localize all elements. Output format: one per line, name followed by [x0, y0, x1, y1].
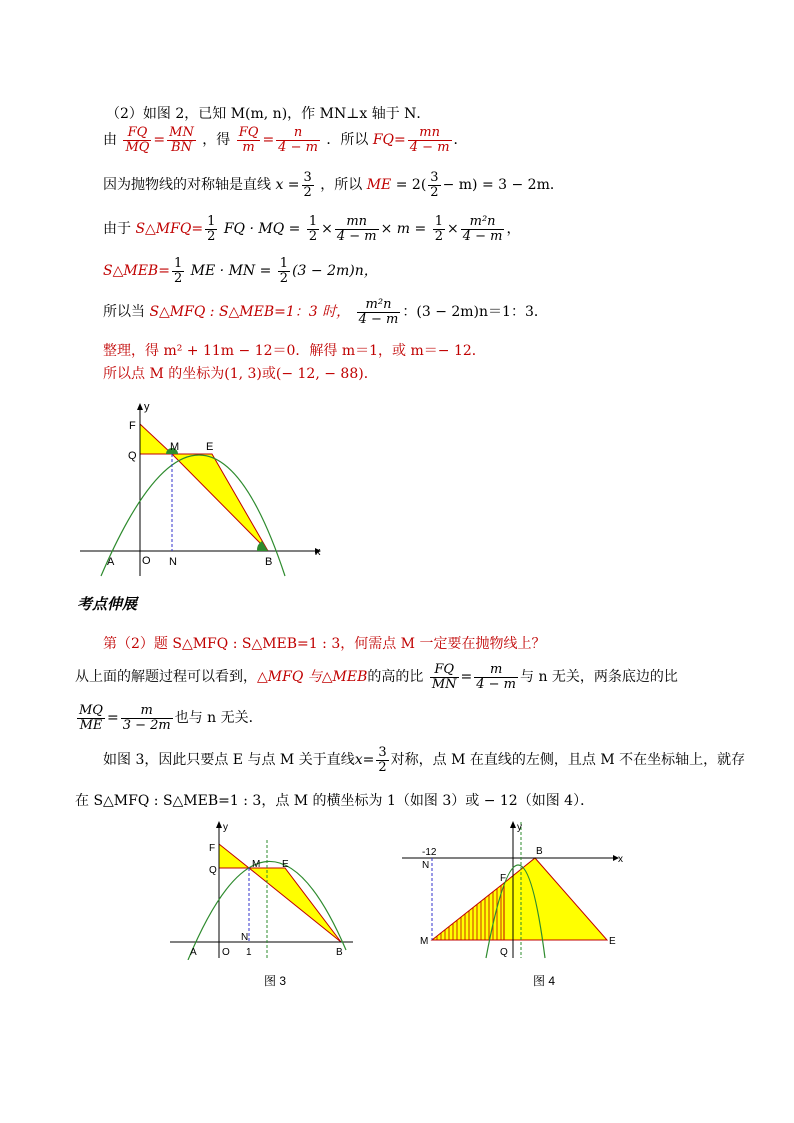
math: S△MFQ : S△MEB=1：3 时， [149, 304, 351, 321]
equals: = [153, 132, 166, 149]
numerator: FQ [238, 125, 259, 140]
fraction [121, 704, 173, 732]
denominator: 2 [308, 228, 318, 244]
text: 由 [103, 132, 117, 149]
fraction [376, 746, 388, 774]
math: ：(3 − 2m)n＝1：3． [402, 304, 548, 321]
label-y: y [144, 401, 150, 413]
ext-line-1 [103, 633, 545, 653]
math: (3 − 2m)n， [292, 263, 378, 280]
y-axis-arrow [216, 821, 222, 828]
solution-text: （2）如图 2，已知 M(m, n)，作 MN⊥x 轴于 N． [106, 106, 431, 122]
numerator: 3 [378, 745, 387, 760]
denominator: 3 − 2m [122, 717, 171, 733]
fraction [205, 215, 217, 243]
text: 整理，得 m² + 11m − 12＝0．解得 m＝1，或 m＝− 12． [103, 343, 486, 359]
label-m: M [420, 936, 429, 947]
label-n: N [422, 860, 430, 871]
triangle-meb [249, 868, 341, 942]
fraction [408, 126, 452, 154]
label-m12: -12 [422, 847, 437, 858]
fraction [77, 704, 105, 732]
fraction [237, 126, 261, 154]
fraction [172, 257, 184, 285]
math: ME [366, 177, 392, 194]
label-x: x [315, 546, 321, 558]
text: 因为抛物线的对称轴是直线 [103, 177, 271, 194]
label-x: x [618, 854, 623, 865]
ext-line-3 [75, 704, 263, 732]
angle-mark-b [257, 541, 268, 551]
fraction [474, 663, 518, 691]
equals: = [106, 710, 119, 727]
ext-line-2 [75, 663, 678, 691]
label-m: M [252, 859, 261, 870]
text: 所以点 M 的坐标为(1, 3)或(− 12, − 88)． [103, 366, 378, 382]
math: x = [275, 177, 300, 194]
fraction [276, 126, 320, 154]
fraction [357, 298, 401, 326]
text: 所以当 [103, 304, 145, 321]
y-axis-arrow [137, 403, 143, 410]
denominator: MN [431, 676, 457, 692]
label-o: O [142, 555, 151, 567]
denominator: 4 − m [409, 139, 450, 155]
section-title: 考点伸展 [77, 595, 138, 613]
denominator: BN [171, 139, 192, 155]
denominator: 4 − m [358, 311, 399, 327]
numerator: MN [169, 125, 194, 140]
label-b: B [336, 947, 343, 958]
text: 第（2）题 S△MFQ : S△MEB=1 : 3，何需点 M 一定要在抛物线上？ [103, 636, 546, 652]
label-n: N [241, 932, 249, 943]
numerator: 1 [207, 214, 216, 229]
numerator: MQ [79, 703, 103, 718]
denominator: 2 [279, 270, 289, 286]
label-a: A [107, 556, 115, 568]
label-f: F [209, 843, 216, 854]
numerator: 1 [308, 214, 318, 229]
label-y: y [223, 822, 228, 833]
fraction [123, 126, 151, 154]
numerator: m²n [461, 215, 505, 230]
denominator: 2 [434, 228, 443, 244]
numerator: 3 [430, 170, 439, 185]
figure-4-caption: 图 4 [533, 974, 556, 988]
math: FQ= [372, 132, 406, 149]
label-n: N [169, 556, 177, 568]
label-e: E [206, 441, 214, 453]
math: × m = [380, 221, 427, 238]
text: 从上面的解题过程可以看到， [75, 669, 257, 686]
label-o: O [222, 947, 230, 958]
math: x= [354, 752, 375, 769]
fraction [302, 171, 314, 199]
ext-line-5 [75, 790, 594, 810]
numerator: m [474, 663, 518, 678]
label-e: E [282, 859, 289, 870]
denominator: 2 [303, 184, 312, 200]
equals: = [460, 669, 473, 686]
text: ． [453, 132, 468, 149]
math: S△MEB= [103, 263, 170, 280]
math: − m) = 3 − 2m． [442, 177, 564, 194]
label-q: Q [500, 947, 508, 958]
denominator: 4 − m [336, 228, 377, 244]
label-f: F [500, 873, 507, 884]
label-f: F [129, 420, 136, 432]
math: × [446, 221, 459, 238]
triangle-meb [172, 454, 268, 551]
numerator: 1 [279, 256, 289, 271]
figure-2 [75, 398, 335, 580]
equals: = [262, 132, 275, 149]
label-q: Q [209, 865, 217, 876]
numerator: n [276, 126, 320, 141]
math: FQ · MQ = [223, 221, 301, 238]
triangle-mfq [219, 844, 249, 868]
numerator: 3 [303, 170, 312, 185]
math: × [321, 221, 333, 238]
math: S△MFQ= [135, 221, 204, 238]
numerator: 1 [434, 214, 443, 229]
triangle-mfq [140, 424, 172, 454]
label-q: Q [128, 450, 137, 462]
denominator: ME [79, 717, 103, 733]
fraction [335, 215, 379, 243]
numerator: mn [335, 215, 379, 230]
solution-line-1 [106, 103, 430, 123]
text: 的高的比 [367, 669, 424, 686]
label-y: y [517, 822, 522, 833]
denominator: 4 − m [476, 676, 516, 692]
numerator: FQ [123, 126, 151, 141]
label-a: A [190, 947, 197, 958]
solution-line-2 [103, 126, 468, 154]
numerator: mn [408, 126, 452, 141]
ext-line-4 [103, 746, 745, 774]
fraction [428, 171, 440, 199]
text: ，所以 [320, 177, 363, 194]
text: ．所以 [326, 132, 369, 149]
solution-line-5 [103, 257, 378, 285]
text: 由于 [103, 221, 131, 238]
solution-line-6 [103, 298, 548, 326]
text: 对称，点 M 在直线的左侧，且点 M 不在坐标轴上，就存 [390, 752, 746, 769]
text: 如图 3，因此只要点 E 与点 M 关于直线 [103, 752, 355, 769]
denominator: 4 − m [462, 228, 503, 244]
fraction [167, 126, 196, 154]
figure-4 [400, 818, 630, 960]
label-m: M [170, 441, 180, 453]
text: 也与 n 无关． [174, 710, 263, 727]
label-one: 1 [246, 947, 252, 958]
label-b: B [265, 556, 273, 568]
fraction [307, 215, 319, 243]
math: = 2( [395, 177, 427, 194]
numerator: m²n [357, 298, 401, 313]
denominator: 4 − m [278, 139, 318, 155]
figure-3 [168, 818, 358, 960]
text: ， [506, 221, 521, 238]
fraction [430, 663, 459, 691]
fraction [461, 215, 505, 243]
fraction [278, 257, 290, 285]
denominator: 2 [207, 228, 216, 244]
text: ，得 [202, 132, 231, 149]
solution-line-7 [103, 340, 486, 360]
text: 与 n 无关，两条底边的比 [520, 669, 678, 686]
triangle-meb [504, 858, 607, 940]
denominator: 2 [173, 270, 183, 286]
denominator: 2 [378, 759, 387, 775]
label-e: E [609, 936, 616, 947]
solution-line-4 [103, 215, 520, 243]
math: ME · MN = [190, 263, 272, 280]
numerator: FQ [430, 663, 459, 678]
fraction [433, 215, 445, 243]
solution-line-8 [103, 363, 378, 383]
figure-3-caption: 图 3 [264, 974, 287, 988]
solution-line-3 [103, 171, 564, 199]
y-axis-arrow [510, 821, 516, 828]
numerator: 1 [173, 256, 183, 271]
denominator: 2 [430, 184, 439, 200]
triangle-mfq [432, 883, 504, 940]
label-b: B [536, 846, 543, 857]
denominator: m [242, 139, 255, 155]
math: △MFQ 与△MEB [257, 669, 368, 686]
numerator: m [121, 704, 173, 719]
text: 在 S△MFQ : S△MEB=1 : 3，点 M 的横坐标为 1（如图 3）或 − 12（如图 4）． [75, 793, 595, 809]
denominator: MQ [125, 139, 150, 155]
